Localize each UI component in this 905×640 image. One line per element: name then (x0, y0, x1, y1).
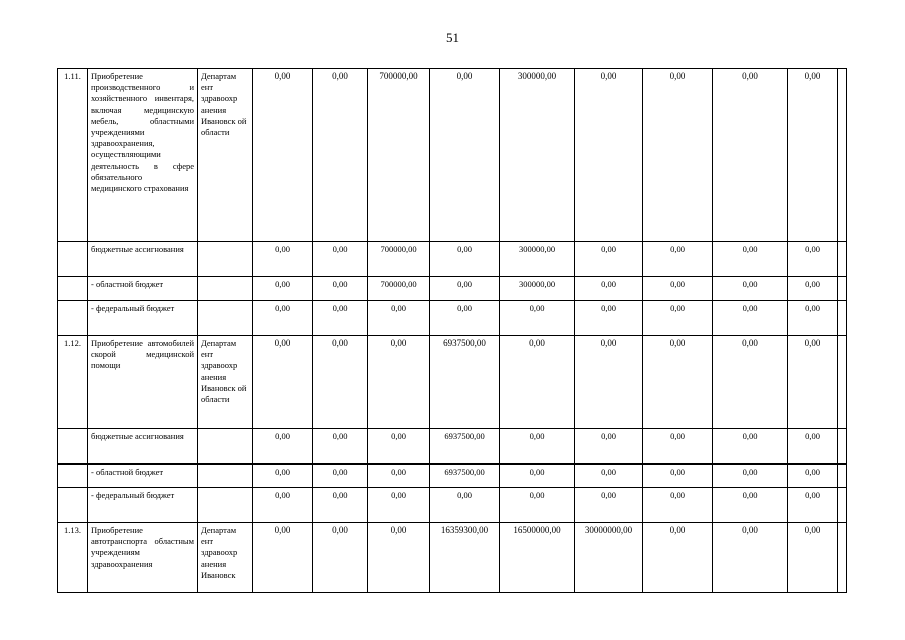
department-cell: Департам ент здравоохр анения Ивановск ой области (198, 69, 253, 242)
empty-cell (838, 336, 847, 429)
value-cell: 30000000,00 (575, 523, 643, 593)
value-cell: 0,00 (368, 464, 430, 488)
value-cell: 0,00 (713, 464, 788, 488)
row-index-cell (58, 488, 88, 523)
value-cell: 6937500,00 (430, 464, 500, 488)
value-cell: 0,00 (253, 429, 313, 464)
value-cell: 0,00 (575, 301, 643, 336)
row-index-cell: 1.11. (58, 69, 88, 242)
value-cell: 0,00 (313, 464, 368, 488)
row-index-cell (58, 464, 88, 488)
value-cell: 0,00 (713, 242, 788, 277)
budget-table (57, 68, 847, 593)
value-cell: 0,00 (253, 242, 313, 277)
value-cell: 0,00 (788, 242, 838, 277)
value-cell: 0,00 (313, 301, 368, 336)
value-cell: 0,00 (253, 488, 313, 523)
value-cell: 0,00 (313, 242, 368, 277)
description-cell: бюджетные ассигнования (88, 429, 198, 464)
value-cell: 0,00 (575, 242, 643, 277)
page-number: 51 (446, 30, 459, 45)
value-cell: 0,00 (788, 429, 838, 464)
description-cell: Приобретение производственного и хозяйственного инвентаря, включая медицинскую мебель, областными учреждениями здравоохранения, осуществляющими деятельность в сфере обязательного медицинского страхования (88, 69, 198, 242)
empty-cell (838, 464, 847, 488)
value-cell: 0,00 (643, 301, 713, 336)
value-cell: 700000,00 (368, 277, 430, 301)
value-cell: 0,00 (643, 523, 713, 593)
empty-cell (838, 488, 847, 523)
value-cell: 700000,00 (368, 69, 430, 242)
value-cell: 0,00 (253, 301, 313, 336)
table-row (58, 69, 847, 242)
value-cell: 300000,00 (500, 242, 575, 277)
table-row (58, 429, 847, 464)
row-index-cell (58, 301, 88, 336)
row-index-cell: 1.12. (58, 336, 88, 429)
value-cell: 0,00 (643, 488, 713, 523)
department-cell (198, 429, 253, 464)
value-cell: 0,00 (368, 488, 430, 523)
value-cell: 0,00 (500, 464, 575, 488)
value-cell: 0,00 (368, 336, 430, 429)
value-cell: 0,00 (368, 523, 430, 593)
department-cell (198, 488, 253, 523)
value-cell: 0,00 (313, 429, 368, 464)
row-index-cell (58, 242, 88, 277)
description-cell: Приобретение автомобилей скорой медицинской помощи (88, 336, 198, 429)
value-cell: 0,00 (313, 523, 368, 593)
table-row (58, 488, 847, 523)
value-cell: 0,00 (313, 277, 368, 301)
value-cell: 0,00 (430, 277, 500, 301)
value-cell: 0,00 (575, 336, 643, 429)
value-cell: 0,00 (500, 336, 575, 429)
value-cell: 0,00 (368, 429, 430, 464)
value-cell: 16359300,00 (430, 523, 500, 593)
value-cell: 0,00 (575, 69, 643, 242)
description-cell: бюджетные ассигнования (88, 242, 198, 277)
row-index-cell: 1.13. (58, 523, 88, 593)
value-cell: 6937500,00 (430, 429, 500, 464)
value-cell: 0,00 (788, 488, 838, 523)
value-cell: 0,00 (430, 488, 500, 523)
value-cell: 0,00 (430, 69, 500, 242)
value-cell: 0,00 (643, 464, 713, 488)
value-cell: 0,00 (575, 429, 643, 464)
department-cell (198, 277, 253, 301)
value-cell: 16500000,00 (500, 523, 575, 593)
value-cell: 0,00 (713, 301, 788, 336)
value-cell: 300000,00 (500, 277, 575, 301)
value-cell: 0,00 (643, 242, 713, 277)
value-cell: 0,00 (500, 488, 575, 523)
value-cell: 0,00 (788, 523, 838, 593)
value-cell: 0,00 (643, 277, 713, 301)
value-cell: 0,00 (643, 69, 713, 242)
empty-cell (838, 301, 847, 336)
table-row (58, 242, 847, 277)
department-cell (198, 464, 253, 488)
value-cell: 700000,00 (368, 242, 430, 277)
department-cell (198, 301, 253, 336)
department-cell: Департам ент здравоохр анения Ивановск ой области (198, 336, 253, 429)
value-cell: 0,00 (713, 277, 788, 301)
value-cell: 0,00 (713, 523, 788, 593)
value-cell: 0,00 (253, 464, 313, 488)
value-cell: 0,00 (253, 523, 313, 593)
value-cell: 0,00 (643, 336, 713, 429)
value-cell: 0,00 (313, 336, 368, 429)
value-cell: 0,00 (643, 429, 713, 464)
value-cell: 300000,00 (500, 69, 575, 242)
empty-cell (838, 523, 847, 593)
row-index-cell (58, 429, 88, 464)
value-cell: 0,00 (500, 429, 575, 464)
description-cell: - областной бюджет (88, 277, 198, 301)
value-cell: 0,00 (713, 336, 788, 429)
description-cell: Приобретение автотранспорта областным учреждениям здравоохранения (88, 523, 198, 593)
value-cell: 0,00 (500, 301, 575, 336)
description-cell: - федеральный бюджет (88, 488, 198, 523)
value-cell: 0,00 (575, 488, 643, 523)
value-cell: 0,00 (253, 69, 313, 242)
value-cell: 0,00 (788, 277, 838, 301)
empty-cell (838, 429, 847, 464)
value-cell: 0,00 (713, 488, 788, 523)
table-row (58, 464, 847, 488)
table-row (58, 301, 847, 336)
value-cell: 0,00 (788, 69, 838, 242)
department-cell: Департам ент здравоохр анения Ивановск (198, 523, 253, 593)
empty-cell (838, 69, 847, 242)
description-cell: - федеральный бюджет (88, 301, 198, 336)
empty-cell (838, 277, 847, 301)
value-cell: 0,00 (368, 301, 430, 336)
value-cell: 0,00 (788, 301, 838, 336)
value-cell: 0,00 (313, 488, 368, 523)
description-cell: - областной бюджет (88, 464, 198, 488)
value-cell: 6937500,00 (430, 336, 500, 429)
value-cell: 0,00 (788, 336, 838, 429)
value-cell: 0,00 (253, 336, 313, 429)
value-cell: 0,00 (788, 464, 838, 488)
value-cell: 0,00 (313, 69, 368, 242)
value-cell: 0,00 (430, 242, 500, 277)
table-row (58, 277, 847, 301)
table-row (58, 336, 847, 429)
empty-cell (838, 242, 847, 277)
department-cell (198, 242, 253, 277)
table-row (58, 523, 847, 593)
value-cell: 0,00 (713, 69, 788, 242)
value-cell: 0,00 (253, 277, 313, 301)
row-index-cell (58, 277, 88, 301)
value-cell: 0,00 (713, 429, 788, 464)
value-cell: 0,00 (575, 464, 643, 488)
value-cell: 0,00 (430, 301, 500, 336)
value-cell: 0,00 (575, 277, 643, 301)
